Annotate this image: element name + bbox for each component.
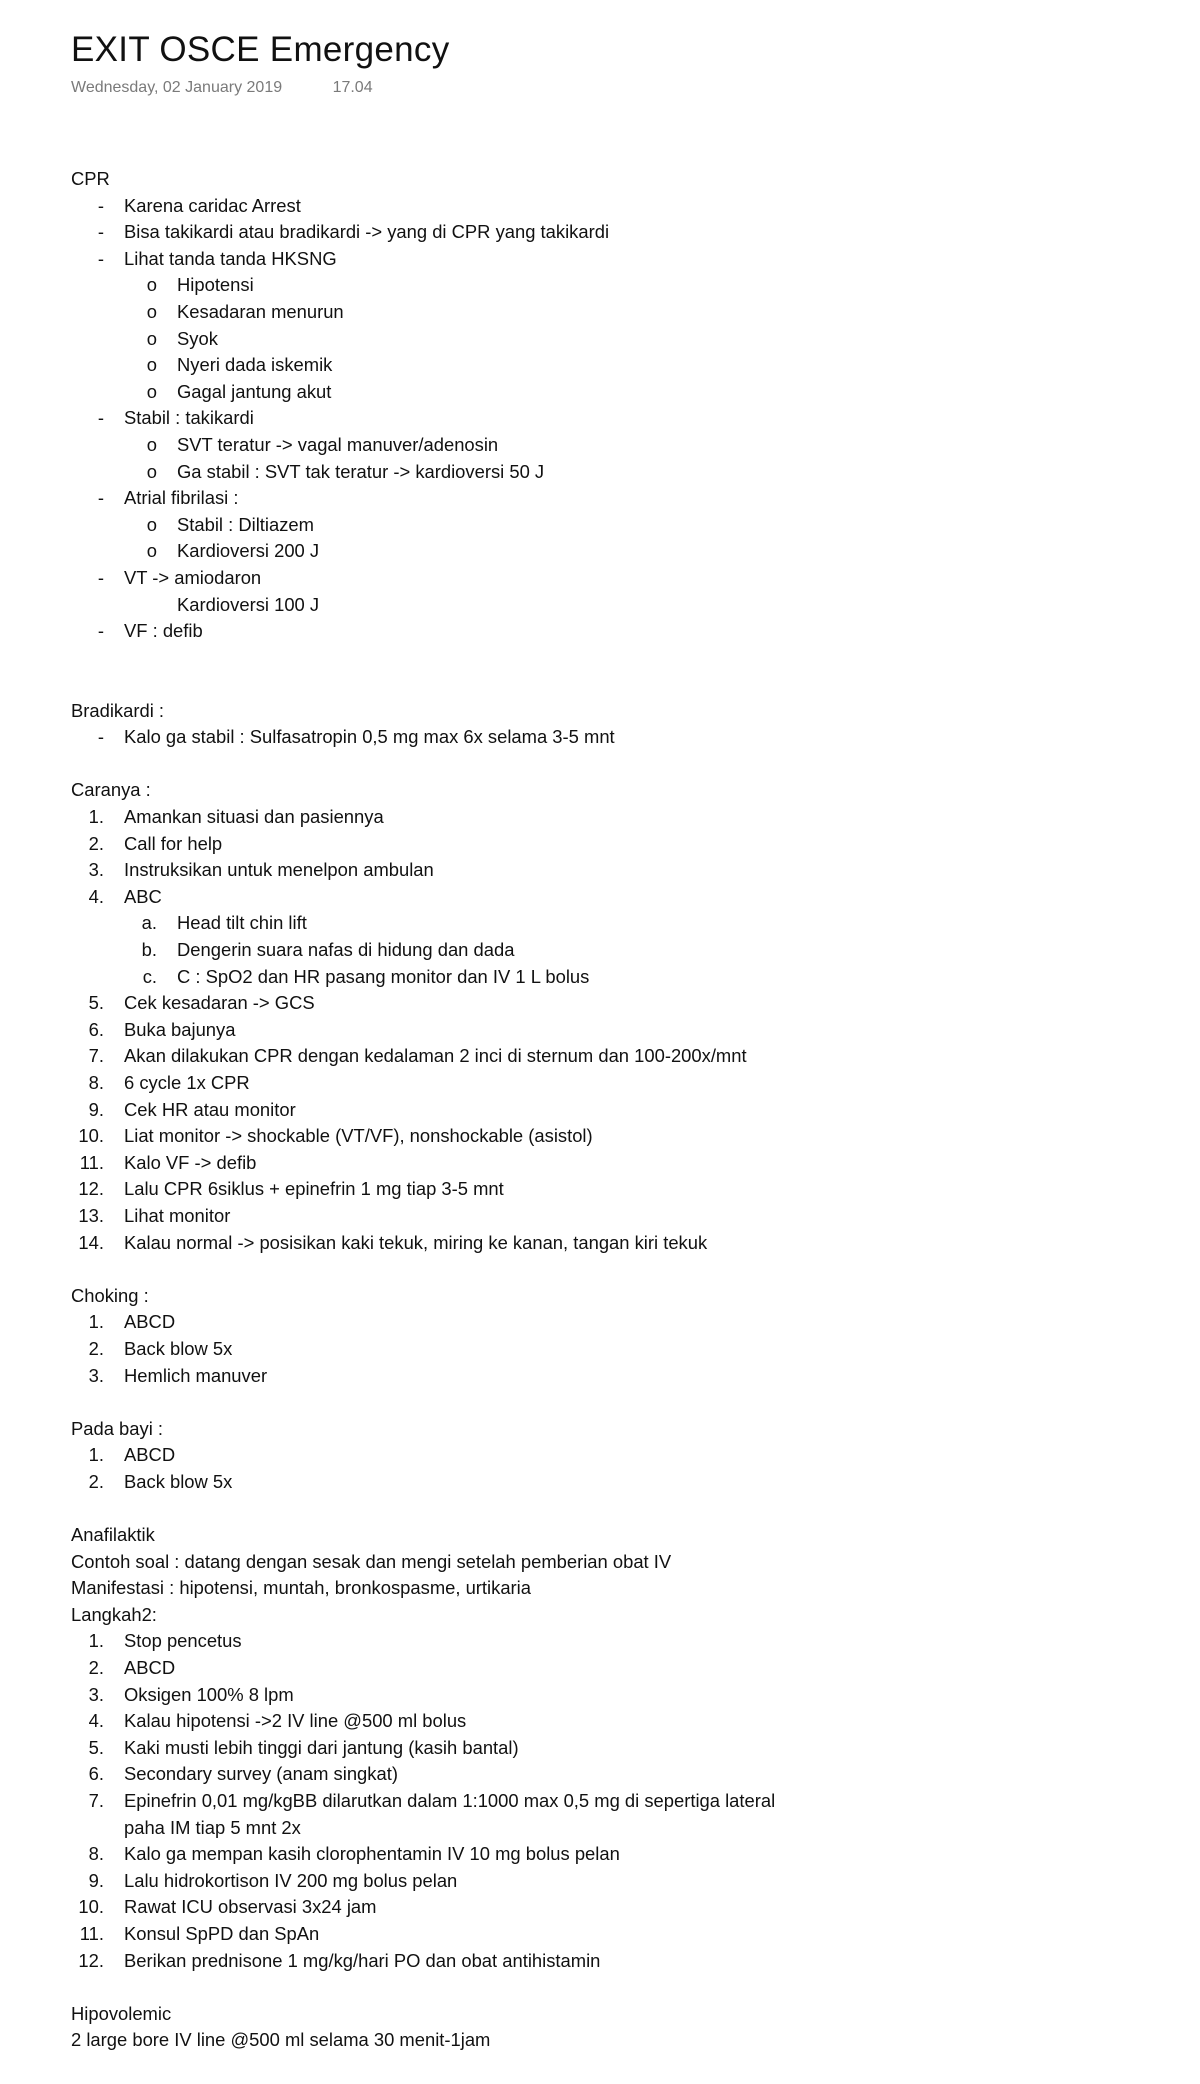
circle-bullet: o [146, 513, 157, 535]
numbered-item: 5. Cek kesadaran -> GCS [88, 992, 315, 1014]
numbered-item: 6. Buka bajunya [88, 1018, 236, 1040]
sub-list-item: o Stabil : Diltiazem [71, 512, 1171, 539]
sub-list-item: o Hipotensi [71, 272, 1171, 299]
dash-bullet: - [97, 487, 104, 509]
circle-bullet: o [146, 354, 157, 376]
sub-list-item: o Kardioversi 200 J [71, 538, 1171, 565]
paragraph-line: Langkah2: [71, 1603, 157, 1625]
sub-list-item: o Nyeri dada iskemik [71, 352, 1171, 379]
lettered-item: b. Dengerin suara nafas di hidung dan dada [141, 939, 515, 961]
numbered-item: 14. Kalau normal -> posisikan kaki tekuk, miring ke kanan, tangan kiri tekuk [78, 1231, 708, 1253]
numbered-item: 2. Call for help [88, 832, 223, 854]
numbered-item: 2. ABCD [88, 1657, 176, 1679]
paragraph-line: Contoh soal : datang dengan sesak dan mengi setelah pemberian obat IV [71, 1550, 672, 1572]
note-timestamp [71, 78, 1171, 98]
numbered-item: 10. Rawat ICU observasi 3x24 jam [78, 1896, 377, 1918]
lettered-item: c. C : SpO2 dan HR pasang monitor dan IV 1 L bolus [142, 965, 590, 987]
numbered-item: 11. Konsul SpPD dan SpAn [79, 1923, 320, 1944]
circle-bullet: o [146, 274, 157, 296]
note-time: 17.04 [332, 79, 373, 96]
numbered-item: 12. Berikan prednisone 1 mg/kg/hari PO dan obat antihistamin [78, 1949, 601, 1971]
lettered-item: a. Head tilt chin lift [141, 912, 307, 934]
numbered-item-continuation: paha IM tiap 5 mnt 2x [124, 1816, 301, 1838]
dash-bullet: - [97, 620, 104, 642]
section-heading-choking: Choking : [71, 1284, 149, 1306]
sub-list-item: o Ga stabil : SVT tak teratur -> kardioversi 50 J [71, 459, 1171, 486]
numbered-item: 8. Kalo ga mempan kasih clorophentamin IV 10 mg bolus pelan [88, 1843, 620, 1865]
section-heading-pada-bayi: Pada bayi : [71, 1417, 164, 1439]
list-item: - Bisa takikardi atau bradikardi -> yang di CPR yang takikardi [71, 219, 1171, 246]
numbered-item: 11. Kalo VF -> defib [79, 1151, 257, 1173]
circle-bullet: o [146, 433, 157, 455]
numbered-item: 8. 6 cycle 1x CPR [88, 1072, 250, 1093]
numbered-item: 2. Back blow 5x [88, 1470, 233, 1492]
section-heading-anafilaktik: Anafilaktik [71, 1524, 155, 1546]
numbered-item: 10. Liat monitor -> shockable (VT/VF), nonshockable (asistol) [78, 1125, 593, 1147]
dash-bullet: - [97, 194, 104, 216]
list-item: - VF : defib [71, 618, 1171, 645]
numbered-item: 4. ABC [88, 885, 162, 907]
circle-bullet: o [146, 540, 157, 562]
dash-bullet: - [97, 726, 104, 748]
numbered-item: 4. Kalau hipotensi ->2 IV line @500 ml bolus [88, 1710, 467, 1732]
numbered-item: 6. Secondary survey (anam singkat) [88, 1763, 398, 1785]
numbered-item: 3. Instruksikan untuk menelpon ambulan [88, 859, 434, 881]
dash-bullet: - [97, 221, 104, 243]
sub-list-item: o Kesadaran menurun [71, 299, 1171, 326]
numbered-item: 9. Cek HR atau monitor [88, 1098, 296, 1120]
sub-list-item: o SVT teratur -> vagal manuver/adenosin [71, 432, 1171, 459]
dash-bullet: - [97, 566, 104, 588]
list-item: - Karena caridac Arrest [71, 193, 1171, 220]
dash-bullet: - [97, 407, 104, 429]
numbered-item: 7. Akan dilakukan CPR dengan kedalaman 2 inci di sternum dan 100-200x/mnt [88, 1045, 747, 1067]
numbered-item: 3. Hemlich manuver [88, 1364, 268, 1386]
section-heading-hipovolemic: Hipovolemic [71, 2002, 172, 2024]
numbered-item: 9. Lalu hidrokortison IV 200 mg bolus pelan [88, 1869, 458, 1891]
numbered-item: 3. Oksigen 100% 8 lpm [88, 1683, 294, 1705]
sub-list-item: o Syok [71, 326, 1171, 353]
dash-bullet: - [97, 247, 104, 269]
section-heading-cpr: CPR [71, 168, 110, 189]
list-item: - Stabil : takikardi [71, 405, 1171, 432]
paragraph-line: Manifestasi : hipotensi, muntah, bronkospasme, urtikaria [71, 1577, 531, 1599]
paragraph-line: 2 large bore IV line @500 ml selama 30 menit-1jam [71, 2029, 491, 2051]
numbered-item: 1. ABCD [88, 1311, 176, 1333]
numbered-item: 2. Back blow 5x [88, 1337, 233, 1359]
circle-bullet: o [146, 380, 157, 402]
section-heading-caranya: Caranya : [71, 779, 151, 801]
numbered-item: 13. Lihat monitor [78, 1204, 231, 1226]
list-item: - Lihat tanda tanda HKSNG [71, 246, 1171, 273]
numbered-item: 12. Lalu CPR 6siklus + epinefrin 1 mg tiap 3-5 mnt [78, 1178, 504, 1200]
section-heading-bradikardi: Bradikardi : [71, 699, 165, 721]
numbered-item: 1. ABCD [88, 1444, 176, 1466]
numbered-item: 7. Epinefrin 0,01 mg/kgBB dilarutkan dalam 1:1000 max 0,5 mg di sepertiga lateral [88, 1790, 776, 1812]
list-item: - Atrial fibrilasi : [71, 485, 1171, 512]
page-title: EXIT OSCE Emergency [71, 30, 450, 69]
sub-list-item: o Gagal jantung akut [71, 379, 1171, 406]
continuation-line: Kardioversi 100 J [177, 593, 320, 615]
list-item: - VT -> amiodaron [71, 565, 1171, 592]
note-date: Wednesday, 02 January 2019 [71, 79, 283, 96]
list-item: - Kalo ga stabil : Sulfasatropin 0,5 mg max 6x selama 3-5 mnt [71, 724, 1171, 751]
numbered-item: 1. Amankan situasi dan pasiennya [88, 806, 384, 828]
circle-bullet: o [146, 300, 157, 322]
numbered-item: 5. Kaki musti lebih tinggi dari jantung (kasih bantal) [88, 1736, 519, 1758]
circle-bullet: o [146, 460, 157, 482]
numbered-item: 1. Stop pencetus [88, 1630, 242, 1652]
note-page [71, 28, 1171, 2054]
circle-bullet: o [146, 327, 157, 349]
